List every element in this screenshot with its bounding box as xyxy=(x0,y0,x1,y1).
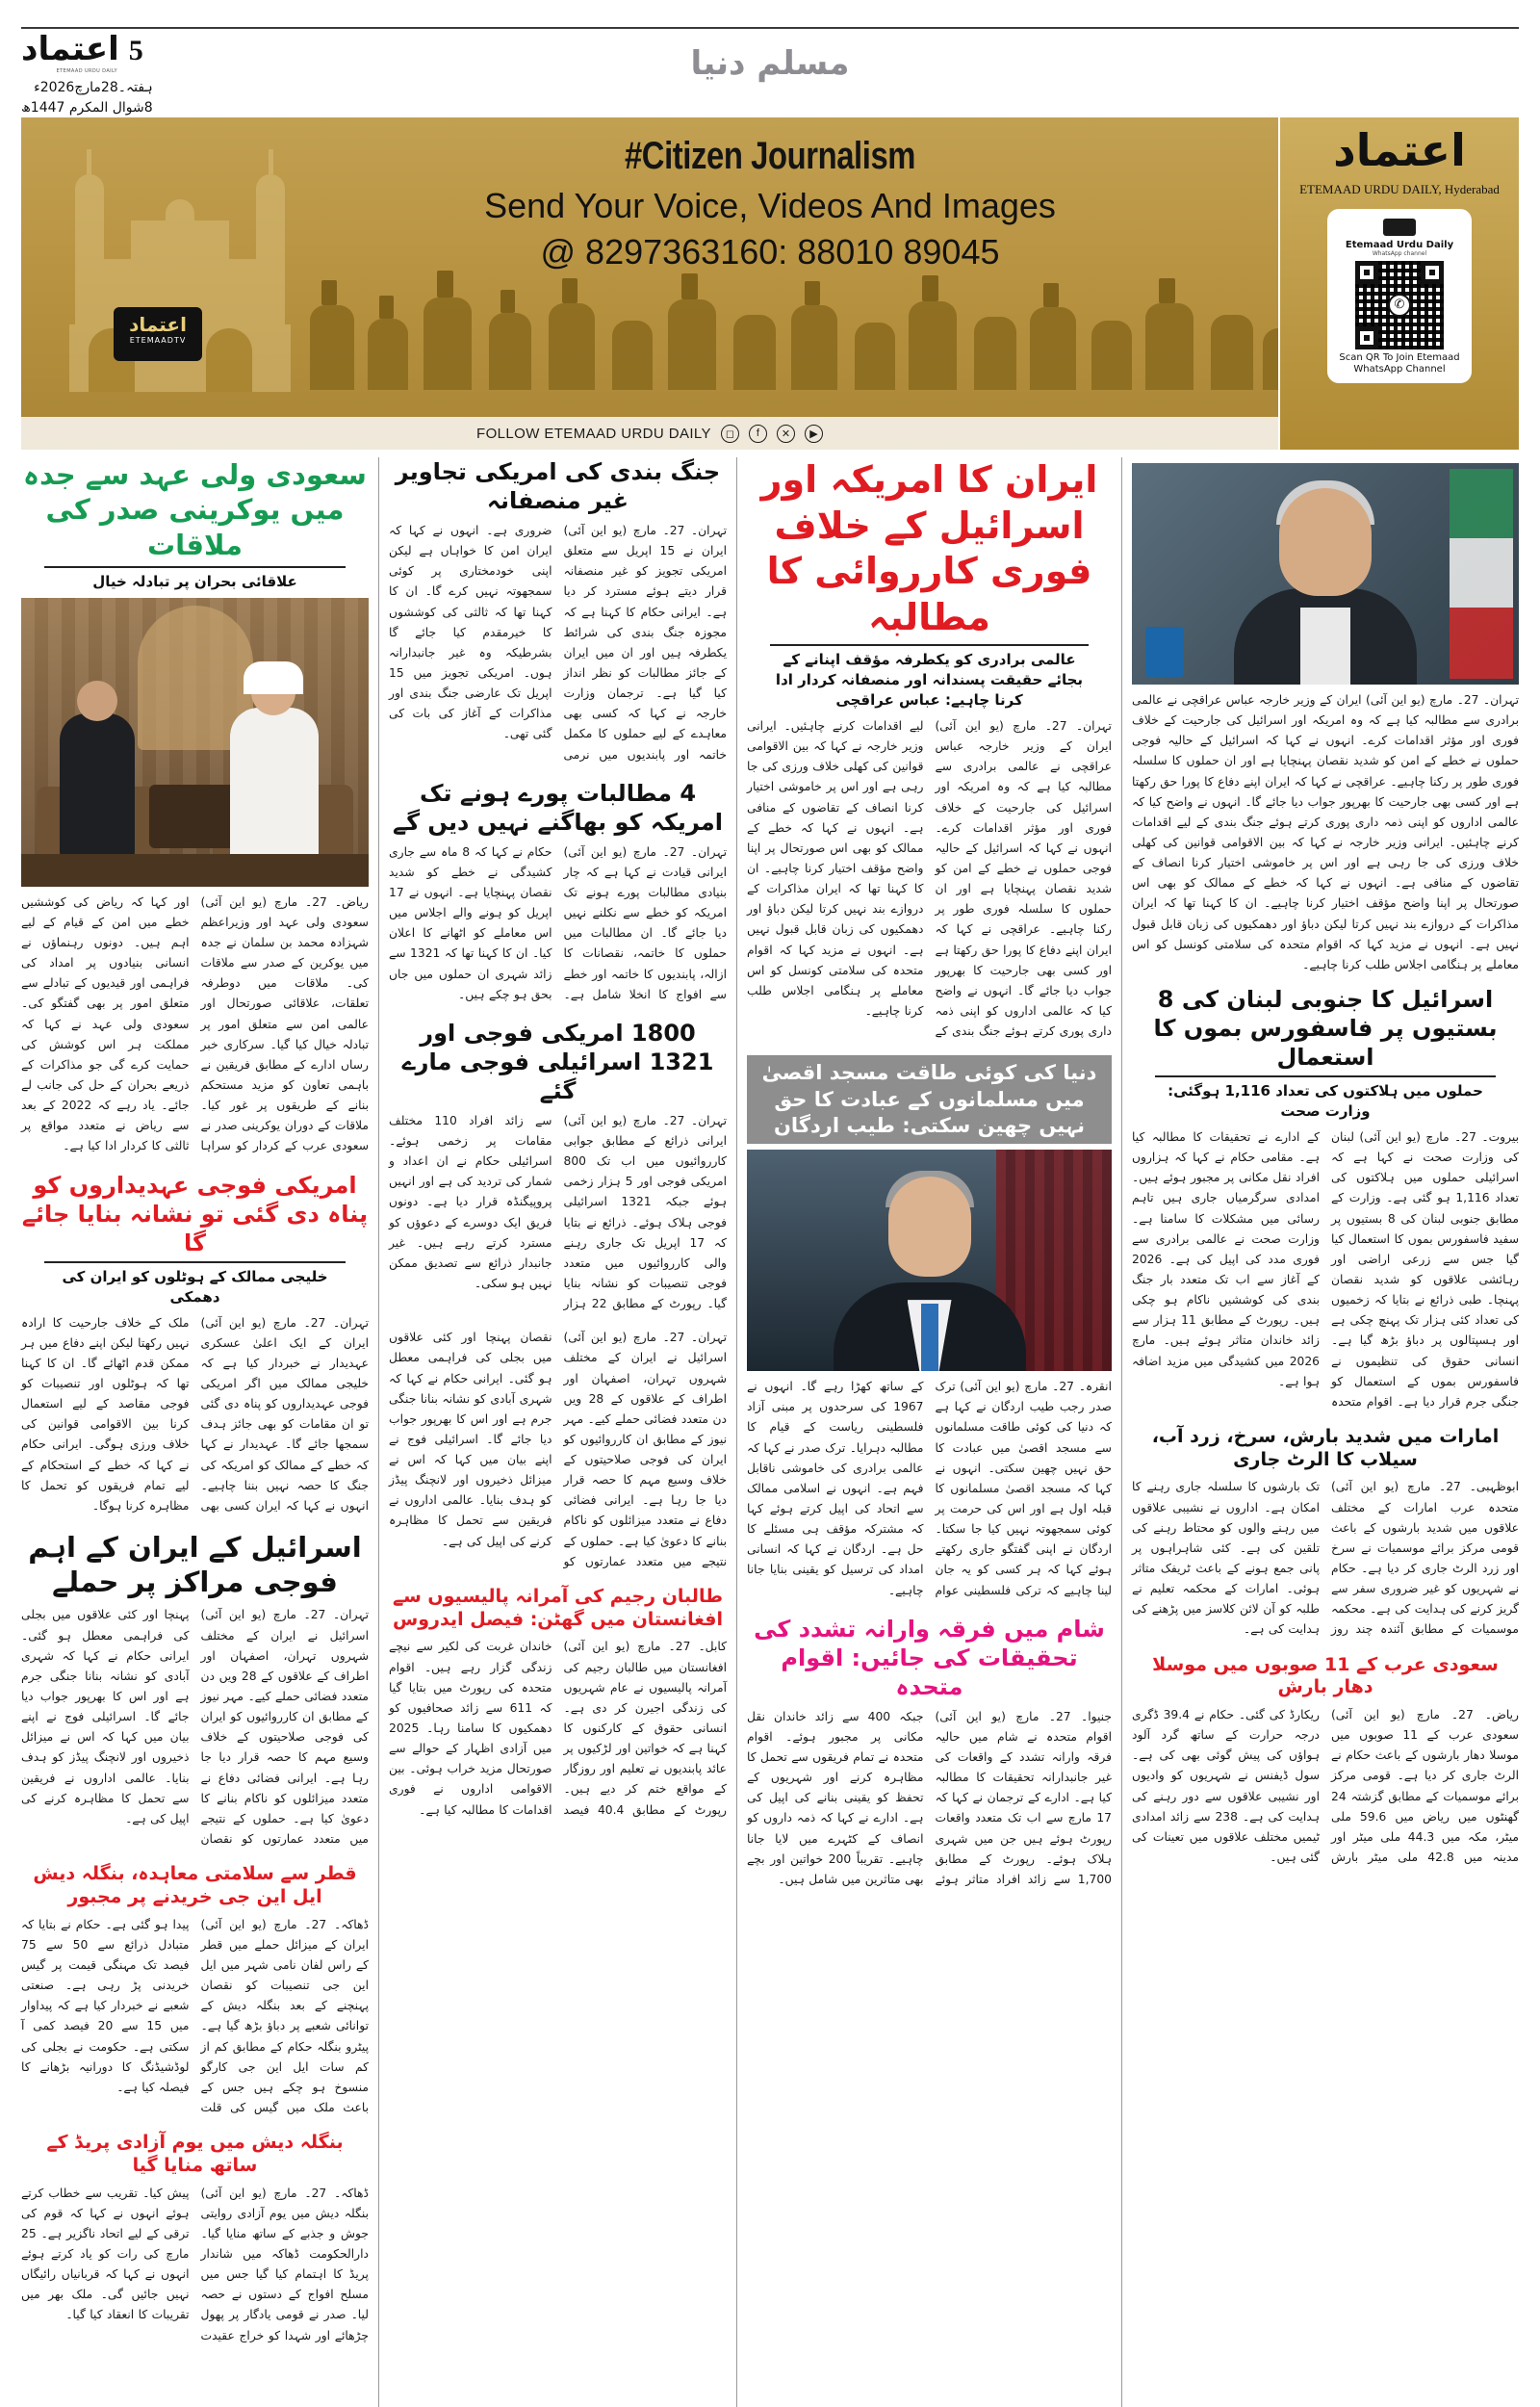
instagram-icon[interactable]: ◻ xyxy=(721,425,739,443)
banner-logo-urdu: اعتماد xyxy=(1333,124,1466,176)
body-lead: تہران۔ 27۔ مارچ (یو این آئی) ایران کے وزیر خارجہ عباس عراقچی نے عالمی برادری سے مطالبہ کیا ہے کہ وہ امریکہ اور اسرائیل کی جارحیت کے خلاف فوری اور مؤثر اقدامات کرے۔ انہوں نے کہا کہ اسرائیل کے حالیہ فوجی حملوں نے خطے کے امن کو شدید نقصان پہنچایا ہے اور ان حملوں کا سلسلہ فوری طور پر رکنا چاہیے۔ عراقچی نے کہا کہ ایران اپنے دفاع کا پورا حق رکھتا ہے اور کسی بھی جارحیت کا بھرپور جواب دیا جائے گا۔ انہوں نے واضح کیا کہ عالمی اداروں کو اپنی ذمہ داری پوری کرتے ہوئے جنگ بندی کے لیے اقدامات کرنے چاہئیں۔ ایرانی وزیر خارجہ نے کہا کہ بین الاقوامی قوانین کی کھلی خلاف ورزی کی جا رہی ہے اور اس پر خاموشی اختیار کرنا انصاف کے تقاضوں کے منافی ہے۔ انہوں نے کہا کہ خطے کے ممالک کو بھی اس صورتحال پر اپنا واضح مؤقف اختیار کرنا چاہیے۔ ان کا کہنا تھا کہ ایران مذاکرات کے دروازے بند نہیں کرتا لیکن دباؤ اور دھمکیوں کی زبان قابل قبول نہیں ہے۔ انہوں نے مزید کہا کہ اقوام متحدہ کی سلامتی کونسل کو اس معاملے پر ہنگامی اجلاس طلب کرنا چاہیے۔ xyxy=(747,719,1112,1039)
body-bangladesh-parade: ڈھاکہ۔ 27۔ مارچ (یو این آئی) بنگلہ دیش میں یوم آزادی روایتی جوش و جذبے کے ساتھ منایا گیا۔ دارالحکومت ڈھاکہ میں شاندار پریڈ کا اہتمام کیا گیا جس میں مسلح افواج کے دستوں نے حصہ لیا۔ صدر نے قومی یادگار پر پھول چڑھائے اور شہدا کو خراج عقیدت پیش کیا۔ تقریب سے خطاب کرتے ہوئے انہوں نے کہا کہ قوم کی ترقی کے لیے اتحاد ناگزیر ہے۔ 25 مارچ کی رات کو یاد کرتے ہوئے انہوں نے کہا کہ قربانیاں رائیگاں نہیں جائیں گی۔ ملک بھر میں تقریبات کا انعقاد کیا گیا۔ xyxy=(21,2186,369,2342)
subhead-saudi-ukraine: علاقائی بحران پر تبادلہ خیال xyxy=(44,566,346,592)
body-lead-cont: تہران۔ 27۔ مارچ (یو این آئی) ایران کے وزیر خارجہ عباس عراقچی نے عالمی برادری سے مطالبہ کیا ہے کہ وہ امریکہ اور اسرائیل کی جارحیت کے خلاف فوری اور مؤثر اقدامات کرے۔ انہوں نے کہا کہ اسرائیل کے حالیہ فوجی حملوں نے خطے کے امن کو شدید نقصان پہنچایا ہے اور ان حملوں کا سلسلہ فوری طور پر رکنا چاہیے۔ عراقچی نے کہا کہ ایران اپنے دفاع کا پورا حق رکھتا ہے اور کسی بھی جارحیت کا بھرپور جواب دیا جائے گا۔ انہوں نے واضح کیا کہ عالمی اداروں کو اپنی ذمہ داری پوری کرتے ہوئے جنگ بندی کے لیے اقدامات کرنے چاہئیں۔ ایرانی وزیر خارجہ نے کہا کہ بین الاقوامی قوانین کی کھلی خلاف ورزی کی جا رہی ہے اور اس پر خاموشی اختیار کرنا انصاف کے تقاضوں کے منافی ہے۔ انہوں نے کہا کہ خطے کے ممالک کو بھی اس صورتحال پر اپنا واضح مؤقف اختیار کرنا چاہیے۔ ان کا کہنا تھا کہ ایران مذاکرات کے دروازے بند نہیں کرتا لیکن دباؤ اور دھمکیوں کی زبان قابل قبول نہیں ہے۔ انہوں نے مزید کہا کہ اقوام متحدہ کی سلامتی کونسل کو اس معاملے پر ہنگامی اجلاس طلب کرنا چاہیے۔ xyxy=(1131,693,1520,971)
body-four-demands: تہران۔ 27۔ مارچ (یو این آئی) ایرانی قیادت نے کہا ہے کہ چار بنیادی مطالبات پورے ہونے تک امریکہ کو خطے سے نکلنے نہیں دیا جائے گا۔ ان مطالبات میں حملوں کا خاتمہ، نقصانات کا ازالہ، پابندیوں کا خاتمہ اور خطے سے افواج کا انخلا شامل ہے۔ حکام نے کہا کہ 8 ماہ سے جاری کشیدگی نے خطے کو شدید نقصان پہنچایا ہے۔ انہوں نے 17 اپریل کو ہونے والے اجلاس میں اس معاملے کو اٹھانے کا اعلان کیا۔ ان کا کہنا تھا کہ 1321 سے زائد شہری ان حملوں میں جاں بحق ہو چکے ہیں۔ xyxy=(389,844,727,1001)
body-us-officials-threat: تہران۔ 27۔ مارچ (یو این آئی) ایران کے ایک اعلیٰ عسکری عہدیدار نے خبردار کیا ہے کہ خلیجی ممالک میں اگر امریکی فوجی عہدیداروں کو پناہ دی گئی تو ان مقامات کو بھی جائز ہدف سمجھا جائے گا۔ عہدیدار نے کہا کہ خطے کے ممالک کو امریکہ کی جنگ کا حصہ نہیں بننا چاہیے۔ انہوں نے کہا کہ ایران کسی بھی ملک کے خلاف جارحیت کا ارادہ نہیں رکھتا لیکن اپنے دفاع میں ہر ممکن قدم اٹھائے گا۔ ان کا کہنا تھا کہ ہوٹلوں اور تنصیبات کو فوجی مقاصد کے لیے استعمال کرنا بین الاقوامی قوانین کی خلاف ورزی ہوگی۔ ایرانی حکام نے کہا کہ خطے کے استحکام کے لیے تمام فریقوں کو تحمل کا مظاہرہ کرنا ہوگا۔ xyxy=(21,1315,369,1513)
column-left xyxy=(21,457,379,2407)
headline-casualties: 1800 امریکی فوجی اور 1321 اسرائیلی فوجی مارے گئے xyxy=(401,1019,714,1104)
masthead-date xyxy=(21,78,153,118)
body-israel-strikes-cont: تہران۔ 27۔ مارچ (یو این آئی) اسرائیل نے ایران کے مختلف شہروں تہران، اصفہان اور اطراف کے علاقوں کے 28 ویں دن متعدد فضائی حملے کیے۔ مہر نیوز کے مطابق ان کارروائیوں کو ایران کی فوجی صلاحیتوں کے خلاف وسیع مہم کا حصہ قرار دیا جا رہا ہے۔ ایرانی فضائی دفاع نے متعدد میزائلوں کو ناکام بنانے کا دعویٰ کیا ہے۔ حملوں کے نتیجے میں متعدد عمارتوں کو نقصان پہنچا اور کئی علاقوں میں بجلی کی فراہمی معطل ہو گئی۔ ایرانی حکام نے کہا کہ شہری آبادی کو نشانہ بنانا جنگی جرم ہے اور اس کا بھرپور جواب دیا جائے گا۔ اسرائیلی فوج نے اپنے بیان میں کہا کہ اس نے میزائل ذخیروں اور لانچنگ پیڈز کو ہدف بنایا۔ عالمی اداروں نے فریقین سے تحمل کا مظاہرہ کرنے کی اپیل کی ہے۔ xyxy=(389,1331,727,1568)
body-erdogan: انقرہ۔ 27۔ مارچ (یو این آئی) ترک صدر رجب طیب اردگان نے کہا ہے کہ دنیا کی کوئی طاقت مسلمانوں سے مسجد اقصیٰ میں عبادت کا حق نہیں چھین سکتی۔ انہوں نے کہا کہ مسجد اقصیٰ مسلمانوں کا قبلہ اول ہے اور اس کی حرمت پر کوئی سمجھوتہ نہیں کیا جا سکتا۔ اردگان نے اپنی گفتگو جاری رکھتے ہوئے کہا کہ ہر کسی کو یہ جان لینا چاہیے کہ ترکی فلسطینی عوام کے ساتھ کھڑا رہے گا۔ انہوں نے 1967 کی سرحدوں پر مبنی آزاد فلسطینی ریاست کے قیام کا مطالبہ دہرایا۔ ترک صدر نے کہا کہ عالمی برادری کی خاموشی ناقابل فہم ہے۔ انہوں نے اسلامی ممالک سے اتحاد کی اپیل کرتے ہوئے کہا کہ مشترکہ مؤقف ہی مسئلے کا حل ہے۔ اردگان نے کہا کہ انسانی امداد کی ترسیل کو یقینی بنایا جانا چاہیے۔ xyxy=(747,1380,1112,1597)
photo-erdogan xyxy=(747,1150,1112,1371)
banner-hashtag: #Citizen Journalism xyxy=(624,135,916,177)
subhead-phosphorus: حملوں میں ہلاکتوں کی تعداد 1,116 ہوگئی: وزارت صحت xyxy=(1155,1075,1496,1122)
qr-code-image xyxy=(1355,261,1444,349)
body-qatar-jets: ڈھاکہ۔ 27۔ مارچ (یو این آئی) ایران کے میزائل حملے میں قطر کے راس لفان نامی شہر میں ایل این جی تنصیبات کو نقصان پہنچنے کے بعد بنگلہ دیش کے توانائی شعبے پر دباؤ بڑھ گیا ہے۔ پیٹرو بنگلہ حکام کے مطابق کم از کم سات ایل این جی کارگو منسوخ ہو چکے ہیں جس کے باعث ملک میں گیس کی قلت پیدا ہو گئی ہے۔ حکام نے بتایا کہ متبادل ذرائع سے 50 سے 75 فیصد تک مہنگی قیمت پر گیس خریدنی پڑ رہی ہے۔ صنعتی شعبے نے خبردار کیا ہے کہ پیداوار میں 15 سے 20 فیصد کمی آ سکتی ہے۔ حکومت نے بجلی کی لوڈشیڈنگ کا دورانیہ بڑھانے کا فیصلہ کیا ہے۔ xyxy=(21,1917,369,2114)
headline-saudi-ukraine: سعودی ولی عہد سے جدہ میں یوکرینی صدر کی ملاقات xyxy=(23,458,367,561)
masthead-logo-urdu: اعتماد xyxy=(21,30,119,68)
page-number: 5 xyxy=(128,35,143,66)
headline-lead: ایران کا امریکہ اور اسرائیل کے خلاف فوری کارروائی کا مطالبہ xyxy=(760,458,1098,638)
body-saudi-rain: ریاض۔ 27۔ مارچ (یو این آئی) سعودی عرب کے 11 صوبوں میں موسلا دھار بارشوں کے باعث حکام نے الرٹ جاری کر دیا ہے۔ قومی مرکز برائے موسمیات کے مطابق گزشتہ 24 گھنٹوں میں ریاض میں 59.6 ملی میٹر، مکہ میں 44.3 ملی میٹر اور مدینہ میں 42.8 ملی میٹر بارش ریکارڈ کی گئی۔ حکام نے 39.4 ڈگری درجہ حرارت کے ساتھ گرد آلود ہواؤں کی پیش گوئی بھی کی ہے۔ سول ڈیفنس نے شہریوں کو وادیوں اور نشیبی علاقوں سے دور رہنے کی ہدایت کی ہے۔ 238 سے زائد امدادی ٹیمیں مختلف علاقوں میں تعینات کی گئی ہیں۔ xyxy=(1132,1708,1520,1865)
headline-phosphorus: اسرائیل کا جنوبی لبنان کی 8 بستیوں پر فاسفورس بموں کا استعمال xyxy=(1153,985,1498,1071)
youtube-icon[interactable]: ▶ xyxy=(805,425,823,443)
headline-erdogan: دنیا کی کوئی طاقت مسجد اقصیٰ میں مسلمانوں کے عبادت کا حق نہیں چھین سکتی: طیب اردگان xyxy=(747,1055,1112,1144)
headline-afghan-taliban: طالبان رجیم کی آمرانہ پالیسیوں سے افغانستان میں گھٹن: فیصل ایدروس xyxy=(393,1585,723,1630)
photo-saudi-ukraine-meeting xyxy=(21,598,369,887)
headline-bangladesh-parade: بنگلہ دیش میں یوم آزادی پریڈ کے ساتھ منایا گیا xyxy=(46,2132,344,2176)
follow-strip xyxy=(21,417,1278,450)
article-grid xyxy=(21,457,1519,2407)
headline-uae-rain: امارات میں شدید بارش، سرخ، زرد آب، سیلاب کا الرٹ جاری xyxy=(1151,1425,1500,1470)
headline-saudi-rain: سعودی عرب کے 11 صوبوں میں موسلا دھار بارش xyxy=(1152,1653,1499,1698)
body-syria-un: جنیوا۔ 27۔ مارچ (یو این آئی) اقوام متحدہ نے شام میں حالیہ فرقہ وارانہ تشدد کے واقعات کی غیر جانبدارانہ تحقیقات کا مطالبہ کیا ہے۔ ادارے کے ترجمان نے کہا کہ 17 مارچ سے اب تک متعدد واقعات رپورٹ ہوئے ہیں جن میں شہری ہلاک ہوئے۔ رپورٹ کے مطابق 1,700 سے زائد افراد متاثر ہوئے جبکہ 400 سے زائد خاندان نقل مکانی پر مجبور ہوئے۔ اقوام متحدہ نے تمام فریقوں سے تحمل کا مظاہرہ کرنے اور شہریوں کے تحفظ کو یقینی بنانے کی اپیل کی ہے۔ ادارے نے کہا کہ ذمہ داروں کو انصاف کے کٹہرے میں لایا جانا چاہیے۔ تقریباً 200 خواتین اور بچے بھی متاثرین میں شامل ہیں۔ xyxy=(747,1709,1112,1886)
headline-ceasefire: جنگ بندی کی امریکی تجاویر غیر منصفانہ xyxy=(395,458,721,514)
banner-phone-numbers: @ 8297363160: 88010 89045 xyxy=(540,232,1000,272)
body-casualties: تہران۔ 27۔ مارچ (یو این آئی) ایرانی ذرائع کے مطابق جوابی کارروائیوں میں اب تک 800 امریکی فوجی اور 5 ہزار زخمی ہوئے جبکہ 1321 اسرائیلی فوجی ہلاک ہوئے۔ ذرائع نے بتایا کہ 17 اپریل تک جاری رہنے والی کارروائیوں میں متعدد فوجی تنصیبات کو نشانہ بنایا گیا۔ رپورٹ کے مطابق 22 ہزار سے زائد افراد 110 مختلف مقامات پر زخمی ہوئے۔ اسرائیلی حکام نے ان اعداد و شمار کی تردید کی ہے اور انہیں پروپیگنڈہ قرار دیا ہے۔ دونوں فریق ایک دوسرے کے دعوؤں کو مسترد کرتے رہے ہیں۔ غیر جانبدار ذرائع سے تصدیق ممکن نہیں ہو سکی۔ xyxy=(389,1113,728,1311)
body-israel-strikes: تہران۔ 27۔ مارچ (یو این آئی) اسرائیل نے ایران کے مختلف شہروں تہران، اصفہان اور اطراف کے علاقوں کے 28 ویں دن متعدد فضائی حملے کیے۔ مہر نیوز کے مطابق ان کارروائیوں کو ایران کی فوجی صلاحیتوں کے خلاف وسیع مہم کا حصہ قرار دیا جا رہا ہے۔ ایرانی فضائی دفاع نے متعدد میزائلوں کو ناکام بنانے کا دعویٰ کیا ہے۔ حملوں کے نتیجے میں متعدد عمارتوں کو نقصان پہنچا اور کئی علاقوں میں بجلی کی فراہمی معطل ہو گئی۔ ایرانی حکام نے کہا کہ شہری آبادی کو نشانہ بنانا جنگی جرم ہے اور اس کا بھرپور جواب دیا جائے گا۔ اسرائیلی فوج نے اپنے بیان میں کہا کہ اس نے میزائل ذخیروں اور لانچنگ پیڈز کو ہدف بنایا۔ عالمی اداروں نے فریقین سے تحمل کا مظاہرہ کرنے کی اپیل کی ہے۔ xyxy=(21,1608,370,1847)
etemaad-tv-badge xyxy=(114,307,202,361)
x-icon[interactable]: ✕ xyxy=(777,425,795,443)
subhead-lead: عالمی برادری کو یکطرفہ مؤقف اپنانے کے بجائے حقیقت پسندانہ اور منصفانہ کردار ادا کرنا چاہیے: عباس عراقچی xyxy=(770,644,1089,711)
whatsapp-icon xyxy=(1388,294,1411,317)
qr-subtitle: WhatsApp channel xyxy=(1372,250,1427,258)
banner-tagline: Send Your Voice, Videos And Images xyxy=(484,186,1056,225)
date-gregorian: ہفتہ۔28مارچ2026ء xyxy=(34,80,153,95)
etv-badge-urdu: اعتماد xyxy=(129,313,187,336)
newspaper-page xyxy=(0,27,1540,2407)
body-phosphorus: بیروت۔ 27۔ مارچ (یو این آئی) لبنان کی وزارت صحت نے کہا ہے کہ اسرائیلی حملوں میں ہلاکتوں کی تعداد 1,116 ہو گئی ہے۔ وزارت کے مطابق جنوبی لبنان کی 8 بستیوں پر سفید فاسفورس بموں کا استعمال کیا گیا جس سے زرعی اراضی اور رہائشی علاقوں کو شدید نقصان پہنچا۔ طبی ذرائع نے بتایا کہ زخمیوں کی تعداد کئی ہزار تک پہنچ چکی ہے اور ہسپتالوں پر دباؤ بڑھ گیا ہے۔ انسانی حقوق کی تنظیموں نے فاسفورس بموں کے استعمال کو جنگی جرم قرار دیا ہے۔ اقوام متحدہ کے ادارے نے تحقیقات کا مطالبہ کیا ہے۔ مقامی حکام نے کہا کہ ہزاروں افراد نقل مکانی پر مجبور ہوئے ہیں۔ امدادی سرگرمیاں جاری ہیں تاہم رسائی میں مشکلات کا سامنا ہے۔ وزارت صحت نے عالمی برادری سے فوری مدد کی اپیل کی ہے۔ 2026 کے آغاز سے اب تک متعدد بار جنگ بندی کی کوششیں ناکام ہو چکی ہیں۔ رپورٹ کے مطابق 11 ہزار سے زائد خاندان متاثر ہوئے ہیں۔ مارچ 2026 میں کشیدگی میں مزید اضافہ ہوا ہے۔ xyxy=(1132,1129,1520,1409)
masthead-logo-subtitle: ETEMAAD URDU DAILY xyxy=(56,68,118,74)
banner-logo-tagline: ETEMAAD URDU DAILY, Hyderabad xyxy=(1299,182,1500,197)
body-uae-rain: ابوظہبی۔ 27۔ مارچ (یو این آئی) متحدہ عرب امارات کے مختلف علاقوں میں شدید بارشوں کے باعث قومی مرکز برائے موسمیات نے سرخ اور زرد الرٹ جاری کر دیا ہے۔ حکام نے شہریوں کو غیر ضروری سفر سے گریز کرنے کی ہدایت کی ہے۔ محکمہ موسمیات کے مطابق آئندہ چند روز تک بارشوں کا سلسلہ جاری رہنے کا امکان ہے۔ اداروں نے نشیبی علاقوں میں رہنے والوں کو محتاط رہنے کی تلقین کی ہے۔ کئی شاہراہوں پر پانی جمع ہونے کے باعث ٹریفک متاثر ہوئی۔ امارات کے محکمہ تعلیم نے طلبہ کو آن لائن کلاسز میں پڑھنے کی ہدایت کی ہے۔ xyxy=(1132,1480,1519,1637)
column-mid2 xyxy=(737,457,1122,2407)
body-ceasefire: تہران۔ 27۔ مارچ (یو این آئی) ایران نے 15 اپریل سے متعلق امریکی تجویز کو غیر منصفانہ قرار دیتے ہوئے مسترد کر دیا ہے۔ ایرانی حکام کا کہنا ہے کہ مجوزہ جنگ بندی کی شرائط یکطرفہ ہیں اور ان میں ایران کے جائز مطالبات کو نظر انداز کیا گیا ہے۔ ترجمان وزارت خارجہ نے کہا کہ کسی بھی معاہدے کے لیے حملوں کا مکمل خاتمہ اور پابندیوں میں نرمی ضروری ہے۔ انہوں نے کہا کہ ایران امن کا خواہاں ہے لیکن اپنی خودمختاری پر کوئی سمجھوتہ نہیں کرے گا۔ ان کا کہنا تھا کہ ثالثی کی کوششوں کا خیرمقدم کیا جائے گا بشرطیکہ وہ غیر جانبدارانہ ہوں۔ امریکی تجویز میں 15 اپریل تک عارضی جنگ بندی اور مذاکرات کے آغاز کی بات کی گئی تھی۔ xyxy=(389,524,727,762)
banner-logo-tiny-mark xyxy=(1280,171,1519,178)
headline-israel-strikes: اسرائیل کے ایران کے اہم فوجی مراکز پر حملے xyxy=(28,1530,362,1599)
qr-title: Etemaad Urdu Daily xyxy=(1345,240,1454,251)
date-hijri: 8شوال المکرم 1447ھ xyxy=(21,100,153,116)
column-mid xyxy=(379,457,737,2407)
headline-syria-un: شام میں فرقہ وارانہ تشدد کی تحقیقات کی جائیں: اقوام متحدہ xyxy=(754,1615,1105,1700)
follow-label: FOLLOW ETEMAAD URDU DAILY xyxy=(476,425,711,442)
masthead xyxy=(21,27,1519,116)
column-right xyxy=(1122,457,1519,2407)
qr-caption: Scan QR To Join Etemaad WhatsApp Channel xyxy=(1339,352,1460,375)
headline-qatar-jets: قطر سے سلامتی معاہدہ، بنگلہ دیش ایل این جی خریدنے پر مجبور xyxy=(33,1863,357,1907)
whatsapp-qr-card[interactable] xyxy=(1327,209,1472,383)
etv-badge-en: ETEMAADTV xyxy=(129,336,187,345)
body-afghan-taliban: کابل۔ 27۔ مارچ (یو این آئی) افغانستان میں طالبان رجیم کی آمرانہ پالیسیوں نے عام شہریوں کی زندگی اجیرن کر دی ہے۔ انسانی حقوق کے کارکنوں کا کہنا ہے کہ خواتین اور لڑکیوں پر عائد پابندیوں نے تعلیم اور روزگار کے مواقع ختم کر دیے ہیں۔ رپورٹ کے مطابق 40.4 فیصد خاندان غربت کی لکیر سے نیچے زندگی گزار رہے ہیں۔ اقوام متحدہ کی رپورٹ میں بتایا گیا کہ 611 سے زائد صحافیوں کو دھمکیوں کا سامنا رہا۔ 2025 میں آزادی اظہار کے حوالے سے صورتحال مزید خراب ہوئی۔ بین الاقوامی اداروں نے فوری اقدامات کا مطالبہ کیا ہے۔ xyxy=(389,1640,727,1817)
headline-us-officials-threat: امریکی فوجی عہدیداروں کو پناہ دی گئی تو نشانہ بنایا جائے گا xyxy=(21,1171,369,1256)
photo-araghchi xyxy=(1132,463,1519,685)
headline-four-demands: 4 مطالبات پورے ہونے تک امریکہ کو بھاگنے نہیں دیں گے xyxy=(393,779,723,836)
citizen-journalism-banner xyxy=(21,117,1519,450)
banner-text-block xyxy=(310,135,1230,272)
subhead-us-officials-threat: خلیجی ممالک کے ہوٹلوں کو ایران کی دھمکی xyxy=(44,1261,346,1307)
body-saudi-ukraine: ریاض۔ 27۔ مارچ (یو این آئی) سعودی ولی عہد اور وزیراعظم شہزادہ محمد بن سلمان نے جدہ میں یوکرین کے صدر سے ملاقات کی۔ ملاقات میں دوطرفہ تعلقات، علاقائی صورتحال اور عالمی امن سے متعلق امور پر تبادلہ خیال کیا گیا۔ سرکاری خبر رساں ادارے کے مطابق فریقین نے باہمی تعاون کو مزید مستحکم بنانے کے طریقوں پر غور کیا۔ ملاقات کے دوران یوکرینی صدر نے سعودی عرب کے کردار کو سراہا اور کہا کہ ریاض کی کوششیں خطے میں امن کے قیام کے لیے اہم ہیں۔ دونوں رہنماؤں نے انسانی بنیادوں پر امداد کی فراہمی اور قیدیوں کے تبادلے سے متعلق امور پر بھی گفتگو کی۔ سعودی ولی عہد نے کہا کہ مملکت ہر اس کوشش کی حمایت کرے گی جو مذاکرات کے ذریعے بحران کے حل کی جانب لے جائے۔ یاد رہے کہ 2022 کے بعد سے ریاض نے متعدد مواقع پر ثالثی کا کردار ادا کیا ہے۔ xyxy=(21,894,369,1153)
qr-brand-badge xyxy=(1383,219,1416,236)
microphone-icon xyxy=(1145,627,1184,677)
facebook-icon[interactable]: f xyxy=(749,425,767,443)
banner-logo-panel xyxy=(1278,117,1519,450)
section-title: مسلم دنیا xyxy=(690,44,850,83)
